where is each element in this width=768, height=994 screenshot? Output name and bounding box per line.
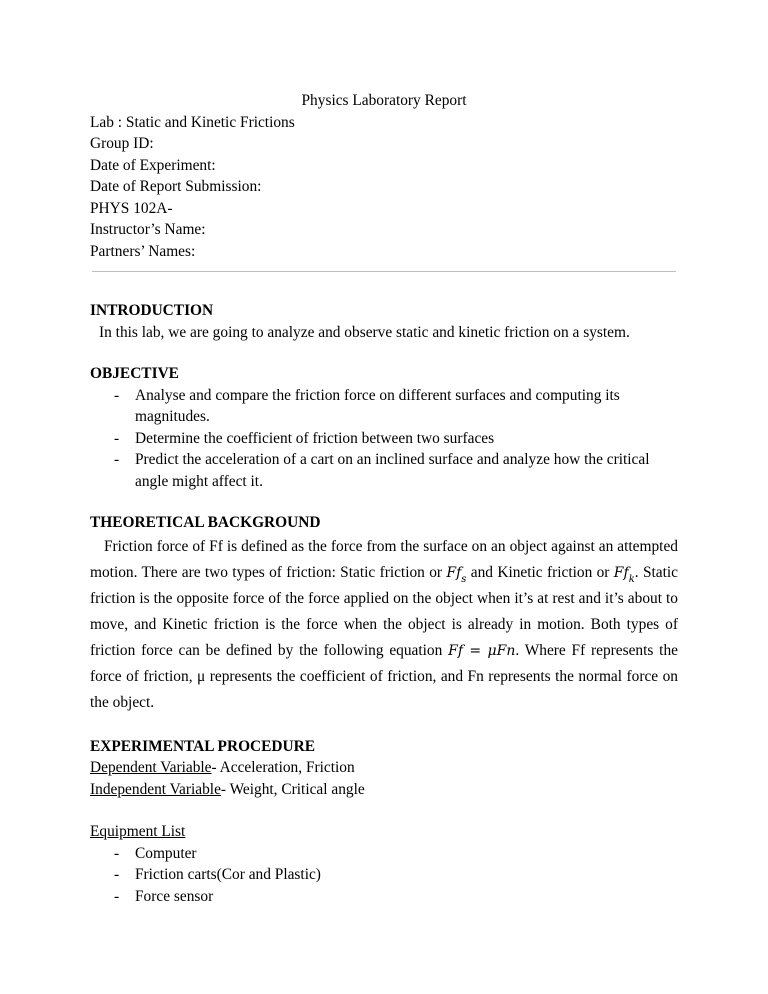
procedure-section — [90, 736, 678, 908]
field-course: PHYS 102A- — [90, 199, 173, 217]
friction-equation: Ff = μFn — [448, 642, 516, 659]
field-date-of-experiment: Date of Experiment: — [90, 156, 216, 174]
procedure-heading: EXPERIMENTAL PROCEDURE — [90, 737, 316, 755]
equipment-item: - Computer — [90, 843, 678, 865]
objective-list — [90, 385, 678, 493]
equipment-heading: Equipment List — [90, 823, 186, 840]
theory-text-4: . Where Ff represents the force of friction, μ represents the coefficient of friction, and Fn represents the normal force on the object. — [90, 641, 678, 711]
objective-item: - Analyse and compare the friction force on different surfaces and computing its magnitudes. — [90, 385, 678, 428]
report-page — [90, 90, 678, 907]
field-lab: Lab : Static and Kinetic Frictions — [90, 113, 295, 131]
kinetic-friction-symbol: Ff — [613, 564, 629, 581]
theory-text-2: and Kinetic friction or — [470, 563, 610, 581]
dependent-variable-value: - Acceleration, Friction — [211, 759, 355, 776]
introduction-section — [90, 300, 678, 343]
independent-variable — [90, 779, 678, 801]
introduction-heading: INTRODUCTION — [90, 302, 214, 319]
header-divider — [92, 271, 676, 272]
theory-section — [90, 512, 678, 716]
header-fields — [90, 112, 678, 263]
objective-item: - Determine the coefficient of friction between two surfaces — [90, 428, 678, 450]
theory-heading: THEORETICAL BACKGROUND — [90, 514, 321, 531]
objective-heading: OBJECTIVE — [90, 365, 179, 382]
equipment-item: - Force sensor — [90, 886, 678, 908]
dependent-variable-label: Dependent Variable — [90, 759, 212, 776]
introduction-text: In this lab, we are going to analyze and observe static and kinetic friction on a system. — [99, 323, 630, 341]
field-instructor: Instructor’s Name: — [90, 221, 206, 238]
static-friction-symbol: Ff — [446, 564, 462, 581]
equipment-block — [90, 821, 678, 907]
theory-text-3: . Static friction is the opposite force of the force applied on the object when it’s at rest and it’s about to move, and Kinetic friction is the force when the object is already in motion. Both types of friction force can be defined by the following equation — [90, 563, 679, 659]
objective-item: - Predict the acceleration of a cart on an inclined surface and analyze how the critical angle might affect it. — [90, 449, 678, 492]
report-title: Physics Laboratory Report — [301, 92, 467, 109]
field-date-of-submission: Date of Report Submission: — [90, 178, 262, 195]
field-partners: Partners’ Names: — [90, 242, 196, 260]
theory-paragraph — [90, 534, 678, 716]
equipment-list — [90, 843, 678, 908]
theory-text-1: Friction force of Ff is defined as the force from the surface on an object against an attempted motion. There are two types of friction: Static friction or — [90, 537, 678, 581]
kinetic-subscript: k — [628, 573, 635, 585]
field-group-id: Group ID: — [90, 135, 154, 152]
static-subscript: s — [461, 573, 467, 585]
dependent-variable — [90, 757, 678, 779]
objective-section — [90, 363, 678, 492]
equipment-item: - Friction carts(Cor and Plastic) — [90, 864, 678, 886]
independent-variable-value: - Weight, Critical angle — [220, 780, 365, 798]
independent-variable-label: Independent Variable — [90, 780, 221, 798]
